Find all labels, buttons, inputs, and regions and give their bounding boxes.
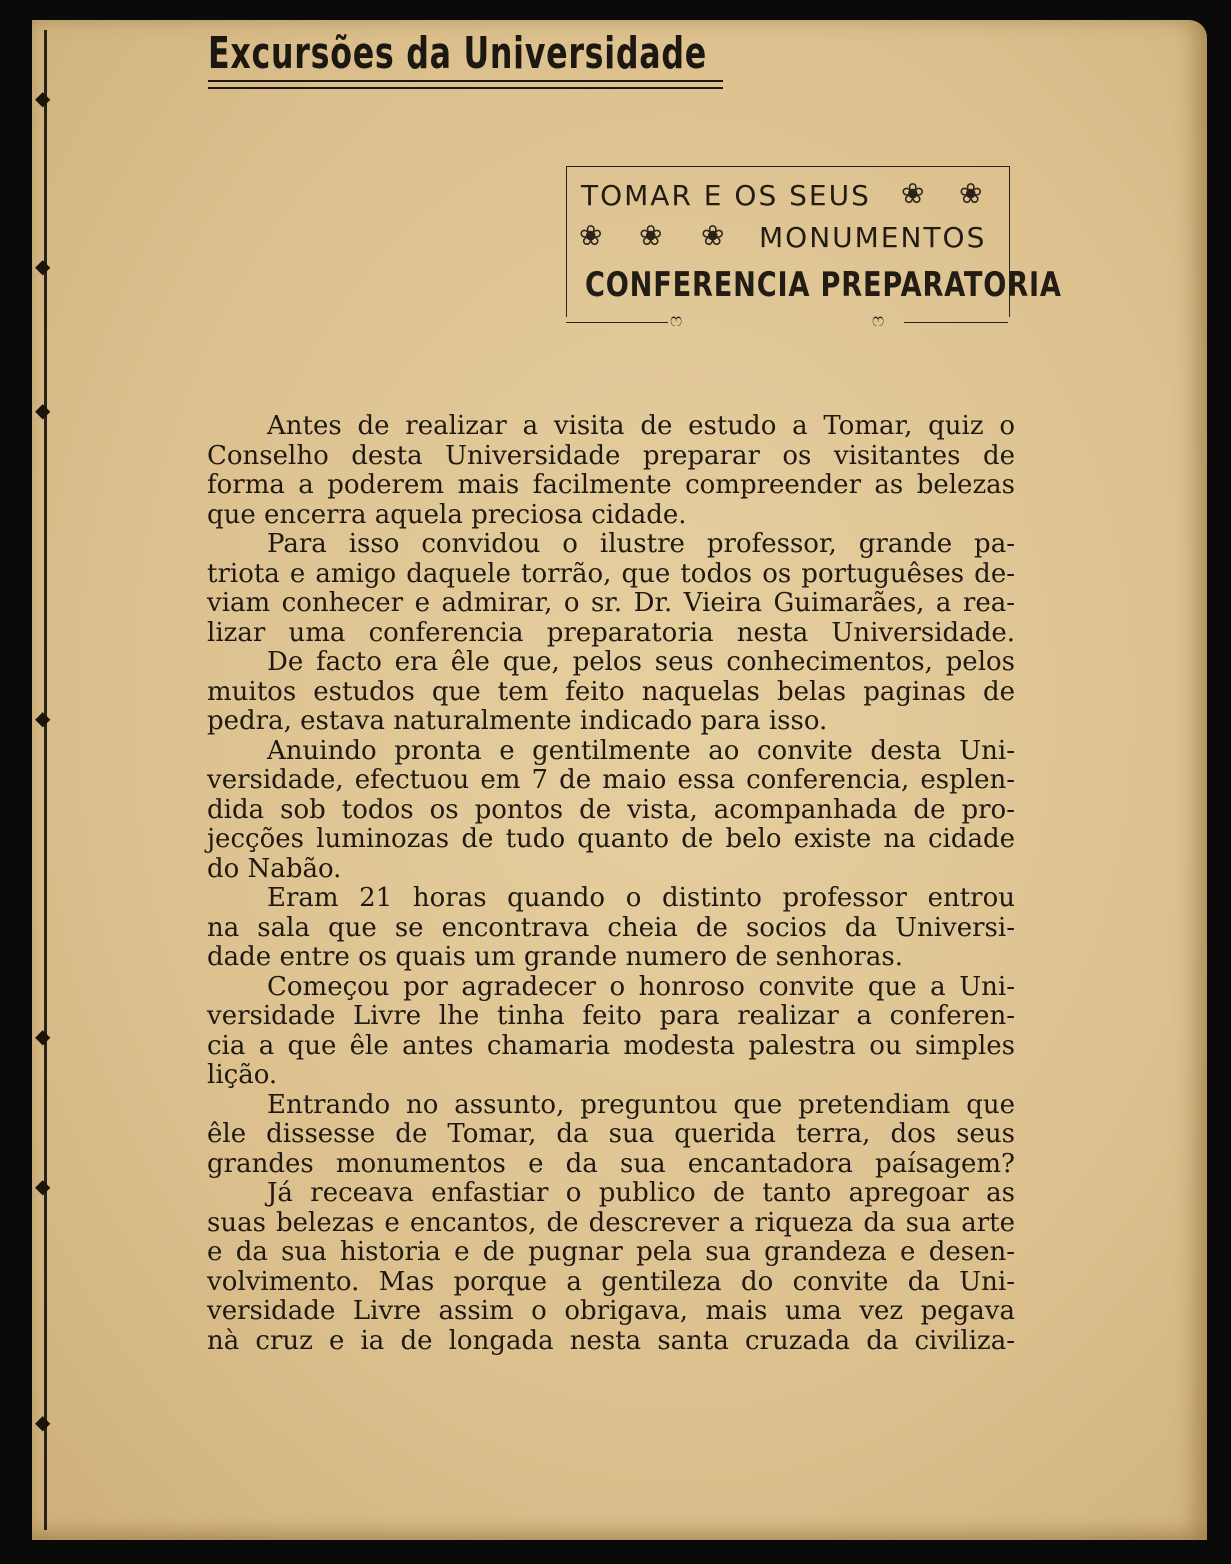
body-line: nà cruz e ia de longada nesta santa cruzada da civiliza- — [207, 1325, 1015, 1356]
quatrefoil-ornament-icon: ❀ — [901, 177, 925, 210]
body-line: volvimento. Mas porque a gentileza do convite da Uni- — [207, 1266, 1015, 1297]
body-line: forma a poderem mais facilmente compreender as belezas — [207, 470, 1015, 500]
binding-stitch-icon: ◆ — [35, 1024, 51, 1048]
body-line: triota e amigo daquele torrão, que todos os portuguêses de- — [207, 558, 1015, 589]
body-line: Antes de realizar a visita de estudo a Tomar, quiz o — [267, 411, 1015, 441]
binding-stitch-icon: ◆ — [35, 398, 51, 422]
body-line: e da sua historia e de pugnar pela sua grandeza e desen- — [207, 1237, 1015, 1267]
body-line: dida sob todos os pontos de vista, acompanhada de pro- — [207, 794, 1015, 825]
body-line: suas belezas e encantos, de descrever a riqueza da sua arte — [207, 1207, 1015, 1238]
title-box-footer-rule — [566, 310, 1010, 332]
body-line: que encerra aquela preciosa cidade. — [207, 499, 687, 530]
body-line: pedra, estava naturalmente indicado para isso. — [207, 706, 828, 736]
body-line: Anuindo pronta e gentilmente ao convite desta Uni- — [267, 735, 1015, 766]
article-title-box — [566, 166, 1062, 317]
body-line: êle dissesse de Tomar, da sua querida terra, dos seus — [207, 1119, 1015, 1149]
binding-stitch-icon: ◆ — [35, 1174, 51, 1198]
body-line: Começou por agradecer o honroso convite que a Uni- — [267, 971, 1015, 1002]
article-title-line-2: MONUMENTOS — [759, 221, 987, 254]
body-line: muitos estudos que tem feito naquelas belas paginas de — [207, 676, 1015, 707]
body-line: viam conhecer e admirar, o sr. Dr. Vieira Guimarães, a rea- — [207, 588, 1015, 618]
body-line: jecções luminozas de tudo quanto de belo existe na cidade — [207, 824, 1015, 854]
article-title-line-1: TOMAR E OS SEUS — [581, 179, 871, 212]
binding-stitch-icon: ◆ — [35, 254, 51, 278]
header-double-rule — [208, 80, 723, 89]
binding-stitch-icon: ◆ — [35, 706, 51, 730]
article-body — [207, 412, 1015, 1356]
quatrefoil-ornament-icon: ❀ — [959, 177, 983, 210]
body-line: lição. — [207, 1060, 278, 1090]
body-line: Já receava enfastiar o publico de tanto apregoar as — [267, 1178, 1015, 1208]
binding-stitch-icon: ◆ — [35, 86, 51, 110]
body-line: versidade, efectuou em 7 de maio essa conferencia, esplen- — [207, 765, 1015, 795]
page-header-title: Excursões da Universidade — [208, 28, 707, 79]
body-line: Para isso convidou o ilustre professor, grande pa- — [267, 529, 1015, 559]
binding-stitch-icon: ◆ — [35, 1410, 51, 1434]
quatrefoil-ornament-icon: ❀ — [701, 219, 725, 252]
quatrefoil-ornament-icon: ❀ — [579, 219, 603, 252]
body-line: versidade Livre lhe tinha feito para realizar a conferen- — [207, 1001, 1015, 1031]
body-line: lizar uma conferencia preparatoria nesta Universidade. — [207, 617, 1015, 648]
body-line: Entrando no assunto, preguntou que pretendiam que — [267, 1089, 1015, 1120]
body-line: Conselho desta Universidade preparar os visitantes de — [207, 440, 1015, 471]
body-line: Eram 21 horas quando o distinto professor entrou — [267, 883, 1015, 913]
quatrefoil-ornament-icon: ❀ — [639, 219, 663, 252]
body-line: grandes monumentos e da sua encantadora paísagem? — [207, 1148, 1015, 1179]
article-subtitle: CONFERENCIA PREPARATORIA — [585, 265, 1062, 305]
swash-ornament-icon: ෆ — [872, 310, 885, 331]
body-line: versidade Livre assim o obrigava, mais uma vez pegava — [207, 1296, 1015, 1326]
body-line: De facto era êle que, pelos seus conhecimentos, pelos — [267, 647, 1015, 677]
swash-ornament-icon: ෆ — [670, 310, 683, 331]
body-line: cia a que êle antes chamaria modesta palestra ou simples — [207, 1030, 1015, 1061]
body-line: do Nabão. — [207, 853, 342, 884]
body-line: na sala que se encontrava cheia de socios da Universi- — [207, 912, 1015, 943]
body-line: dade entre os quais um grande numero de senhoras. — [207, 942, 904, 972]
